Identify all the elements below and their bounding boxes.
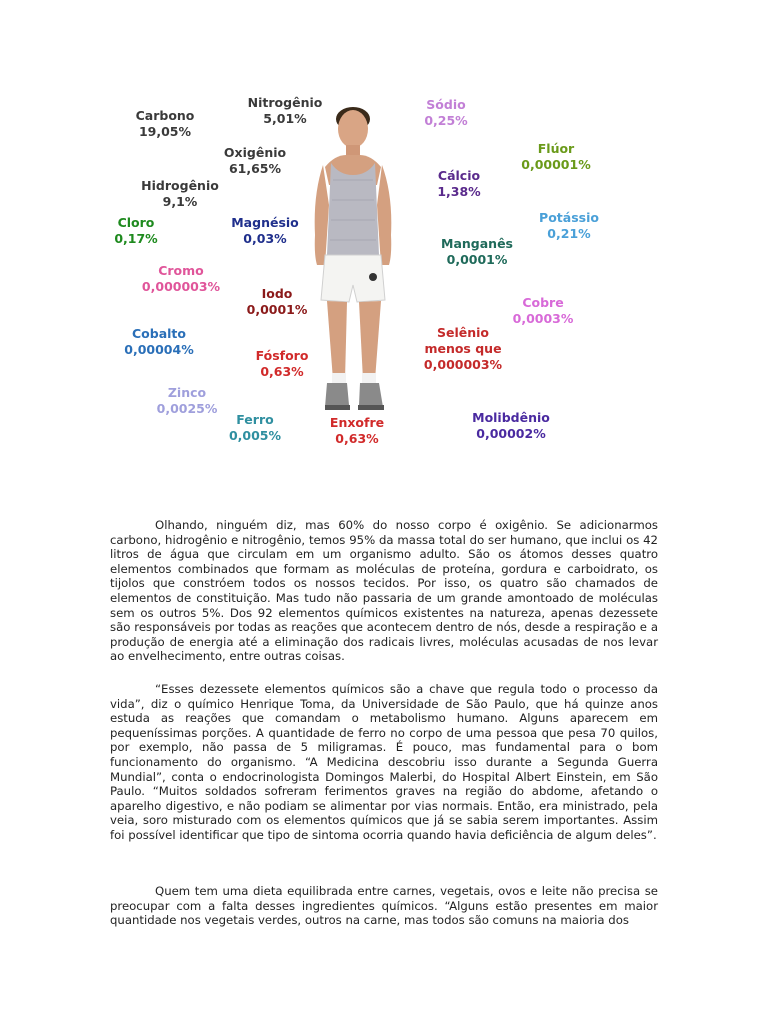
- element-value: 0,000003%: [141, 279, 221, 294]
- element-name: Carbono: [135, 108, 195, 123]
- element-name: Cobre: [522, 295, 564, 310]
- element-label-oxigenio: [224, 145, 286, 177]
- element-label-iodo: [247, 286, 308, 318]
- element-value: 0,00002%: [476, 426, 546, 441]
- element-name: Selênio: [436, 325, 489, 340]
- element-value: 0,63%: [335, 431, 379, 446]
- person-figure: [305, 105, 400, 415]
- element-label-enxofre: [330, 415, 384, 447]
- element-name: Fósforo: [255, 348, 309, 363]
- element-value: 0,000003%: [423, 357, 503, 372]
- element-name: Iodo: [261, 286, 293, 301]
- element-value: 0,005%: [228, 428, 282, 443]
- element-value: 0,00004%: [124, 342, 194, 357]
- element-label-molibdenio: [472, 410, 550, 442]
- element-value: 0,0025%: [156, 401, 218, 416]
- element-value: 0,25%: [424, 113, 468, 128]
- element-name: Flúor: [537, 141, 575, 156]
- element-value: 1,38%: [437, 184, 481, 199]
- element-name: Cromo: [158, 263, 204, 278]
- element-label-fosforo: [256, 348, 309, 380]
- element-name: Cobalto: [132, 326, 186, 341]
- element-name: Oxigênio: [223, 145, 287, 160]
- element-name: Zinco: [167, 385, 207, 400]
- element-name: Potássio: [539, 210, 599, 225]
- body-paragraph-1: Olhando, ninguém diz, mas 60% do nosso corpo é oxigênio. Se adicionarmos carbono, hidrogênio e nitrogênio, temos 95% da massa total do ser humano, que inclui os 42 litros de água que circulam em um organismo adulto. São os átomos desses quatro elementos combinados que formam as moléculas de proteína, gordura e carboidrato, os tijolos que constróem todos os nossos tecidos. Por isso, os quatro são chamados de elementos de constituição. Mas tudo não passaria de um grande amontoado de moléculas sem os outros 5%. Dos 92 elementos químicos existentes na natureza, apenas dezessete são responsáveis por todas as reações que acontecem dentro de nós, desde a respiração e a produção de energia até a eliminação dos radicais livres, moléculas acusadas de nos levar ao envelhecimento, entre outras coisas.: [110, 518, 658, 664]
- body-paragraph-3: Quem tem uma dieta equilibrada entre carnes, vegetais, ovos e leite não precisa se preocupar com a falta desses ingredientes químicos. “Alguns estão presentes em maior quantidade nos vegetais verdes, outros na carne, mas todos são comuns na maioria dos: [110, 884, 658, 928]
- element-value: 0,63%: [260, 364, 304, 379]
- element-label-manganes: [441, 236, 513, 268]
- element-label-cromo: [142, 263, 220, 295]
- element-label-nitrogenio: [248, 95, 323, 127]
- body-paragraph-2: “Esses dezessete elementos químicos são a chave que regula todo o processo da vida”, diz o químico Henrique Toma, da Universidade de São Paulo, que há quinze anos estuda as reações que comandam o metabolismo humano. Alguns aparecem em pequeníssimas porções. A quantidade de ferro no corpo de uma pessoa que pesa 70 quilos, por exemplo, não passa de 5 miligramas. É pouco, mas fundamental para o bom funcionamento do organismo. “A Medicina descobriu isso durante a Segunda Guerra Mundial”, conta o endocrinologista Domingos Malerbi, do Hospital Albert Einstein, em São Paulo. “Muitos soldados sofreram ferimentos graves na região do abdome, afetando o aparelho digestivo, e não podiam se alimentar por vias normais. Então, era ministrado, pela veia, soro misturado com os elementos químicos que já se sabia serem importantes. Assim foi possível identificar que tipo de sintoma ocorria quando havia deficiência de algum deles”.: [110, 682, 658, 842]
- element-name: Manganês: [441, 236, 513, 251]
- element-label-hidrogenio: [141, 178, 219, 210]
- element-name: Hidrogênio: [141, 178, 219, 193]
- element-label-magnesio: [231, 215, 299, 247]
- element-name: Nitrogênio: [247, 95, 323, 110]
- element-name: Ferro: [236, 412, 274, 427]
- element-label-zinco: [157, 385, 218, 417]
- element-name: Cloro: [117, 215, 155, 230]
- element-label-potassio: [539, 210, 599, 242]
- element-label-cobalto: [124, 326, 193, 358]
- element-value: 0,0003%: [512, 311, 574, 326]
- element-name: Molibdênio: [472, 410, 550, 425]
- element-label-fluor: [521, 141, 590, 173]
- element-label-calcio: [437, 168, 480, 200]
- element-label-ferro: [229, 412, 281, 444]
- element-label-cloro: [114, 215, 157, 247]
- element-value: 0,00001%: [521, 157, 591, 172]
- element-label-sodio: [424, 97, 467, 129]
- element-value: 0,03%: [243, 231, 287, 246]
- element-label-cobre: [513, 295, 574, 327]
- element-value: 0,0001%: [246, 302, 308, 317]
- element-value: 5,01%: [263, 111, 307, 126]
- element-name: Enxofre: [329, 415, 385, 430]
- element-value: 0,0001%: [446, 252, 508, 267]
- element-name: Sódio: [426, 97, 466, 112]
- element-value: 0,17%: [114, 231, 158, 246]
- element-value: 61,65%: [228, 161, 282, 176]
- element-label-selenio: [424, 325, 502, 373]
- element-value: 9,1%: [162, 194, 198, 209]
- element-name: Cálcio: [437, 168, 481, 183]
- element-value: 0,21%: [547, 226, 591, 241]
- element-name: menos que: [424, 341, 502, 356]
- element-label-carbono: [136, 108, 195, 140]
- element-value: 19,05%: [138, 124, 192, 139]
- element-name: Magnésio: [231, 215, 299, 230]
